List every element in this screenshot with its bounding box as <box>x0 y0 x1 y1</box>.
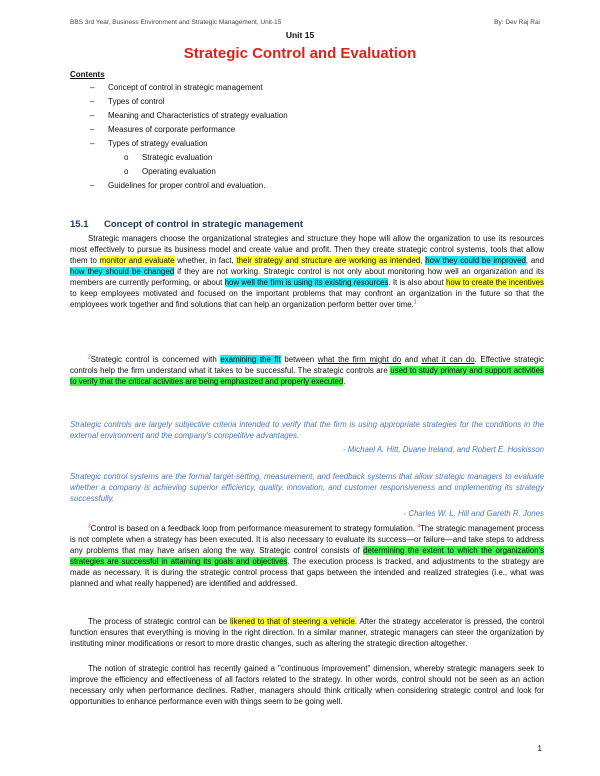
paragraph-3: $^3$Control is based on a feedback loop from performance measurement to strategy formulation. $^4$The strategic management process is not complete when a strategy has been executed. It is also necessary to evaluate its success—or failure—and take steps to address any problems that may have arisen along the way. Strategic control consists of determining the extent to which the organization's strategies are successful in attaining its goals and objectives. The execution process is tracked, and adjustments to the strategy are made as necessary. It is during the strategic control process that gaps between the intended and realized strategies (i.e., what was planned and what really happened) are identified and addressed. <box>70 523 545 589</box>
document-title: Strategic Control and Evaluation <box>183 45 417 62</box>
footnote-ref: 4 <box>417 523 421 530</box>
footnote-ref: 3 <box>88 523 91 530</box>
contents-item: – Concept of control in strategic management <box>90 83 263 92</box>
contents-item: – Meaning and Characteristics of strategy evaluation <box>90 111 288 120</box>
paragraph-5: The notion of strategic control has recently gained a "continuous improvement" dimension, whereby strategic managers seek to improve the efficiency and effectiveness of all factors related to the strategy. In other words, control should not be seen as an action necessary only when performance declines. Rather, managers should think critically when considering strategic control and look for opportunities to enhance performance even with things seem to be going well. <box>70 664 544 707</box>
contents-subitem: o Strategic evaluation <box>124 153 213 162</box>
page-number: 1 <box>537 744 542 753</box>
footnote-ref: 1 <box>413 299 417 306</box>
paragraph-2: $^2$Strategic control is concerned with examining the fit between what the firm might do and what it can do. Effective strategic controls help the firm understand what it takes to be successful. The strategic controls are used to study primary and support activities to verify that the critical activities are being emphasized and properly executed. <box>70 354 544 387</box>
contents-item: – Types of control <box>90 97 165 106</box>
header-course: BBS 3rd Year, Business Environment and Strategic Management, Unit-15 <box>70 19 282 26</box>
contents-subitem: o Operating evaluation <box>124 167 216 176</box>
section-heading: 15.1 Concept of control in strategic management <box>70 219 303 230</box>
unit-label: Unit 15 <box>285 30 315 40</box>
header-author: By: Dev Raj Rai <box>494 19 540 26</box>
contents-item: – Types of strategy evaluation <box>90 139 208 148</box>
contents-heading: Contents <box>70 70 105 79</box>
quote-hitt: Strategic controls are largely subjective criteria intended to verify that the firm is using appropriate strategies for the conditions in the external environment and the company's competitive advantages. <box>70 420 544 441</box>
page-header <box>70 19 540 26</box>
contents-item: – Guidelines for proper control and evaluation. <box>90 181 266 190</box>
contents-item: – Measures of corporate performance <box>90 125 236 134</box>
quote-hill-attribution: - Charles W. L. Hill and Gareth R. Jones <box>403 509 544 518</box>
quote-hill: Strategic control systems are the formal target-setting, measurement, and feedback systems that allow strategic managers to evaluate whether a company is achieving superior efficiency, quality, innovation, and customer responsiveness and implementing its strategy successfully. <box>70 472 544 504</box>
paragraph-1: Strategic managers choose the organizational strategies and structure they hope will allow the organization to use its resources most effectively to pursue its business model and create value and profit. Then they create strategic control systems, tools that allow them to monitor and evaluate whether, in fact, their strategy and structure are working as intended, how they could be improved, and how they should be changed if they are not working. Strategic control is not only about monitoring how well an organization and its members are currently performing, or about how well the firm is using its existing resources. It is also about how to create the incentives to keep employees motivated and focused on the important problems that may confront an organization in the future so that the employees work together and find solutions that can help an organization perform better over time.$^1$ <box>70 234 544 310</box>
paragraph-4: The process of strategic control can be likened to that of steering a vehicle. After the strategy accelerator is pressed, the control function ensures that everything is moving in the right direction. In a similar manner, strategic managers can steer the organization by instituting minor modifications or resort to more drastic changes, such as altering the strategic direction altogether. <box>70 617 544 649</box>
quote-hitt-attribution: - Michael A. Hitt, Duane Ireland, and Robert E. Hoskisson <box>342 445 544 454</box>
footnote-ref: 2 <box>88 354 91 361</box>
